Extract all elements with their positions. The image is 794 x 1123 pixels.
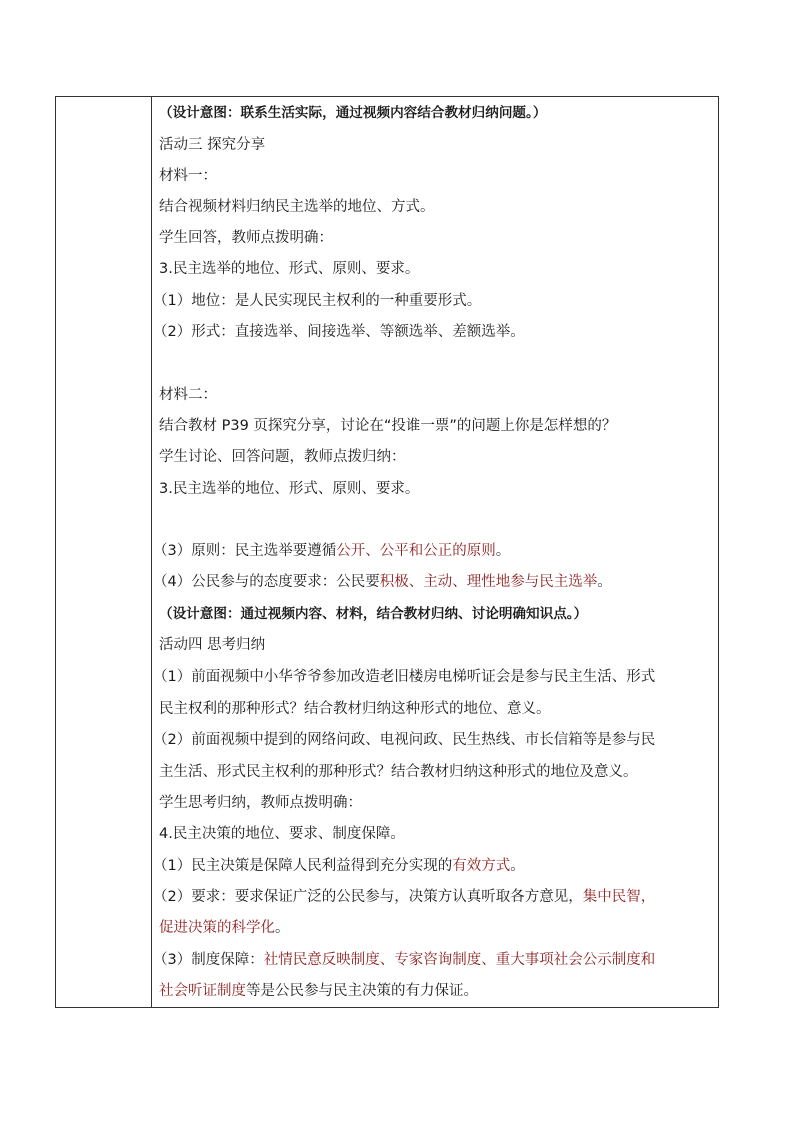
point4-system-line1 (153, 946, 655, 974)
point3-principle (153, 537, 510, 565)
design-intent-2: （设计意图：通过视频内容、材料，结合教材归纳、讨论明确知识点。） (159, 606, 588, 622)
point3-status: （1）地位：是人民实现民主权利的一种重要形式。 (153, 293, 482, 309)
point4-requirement-line2 (159, 914, 290, 942)
point4-req-highlight2: 促进决策的科学化 (159, 920, 275, 936)
point4-status-prefix: （1）民主决策是保障人民利益得到充分实现的 (153, 858, 453, 874)
question-answer-intro: 学生思考归纳，教师点拨明确： (159, 795, 362, 811)
principle-suffix: 。 (495, 543, 511, 559)
question1-line2: 民主权利的那种形式？结合教材归纳这种形式的地位、意义。 (159, 701, 551, 717)
material1-task: 结合视频材料归纳民主选举的地位、方式。 (159, 199, 435, 215)
point4-sys-highlight1: 社情民意反映制度、专家咨询制度、重大事项社会公示制度和 (263, 952, 656, 968)
material1-answer-intro: 学生回答，教师点拨明确： (159, 230, 333, 246)
attitude-highlight: 积极、主动、理性地参与民主选举 (379, 574, 598, 590)
question1-line1: （1）前面视频中小华爷爷参加改造老旧楼房电梯听证会是参与民主生活、形式 (153, 669, 656, 685)
point4-status-suffix: 。 (510, 858, 525, 874)
point4-system-line2 (159, 977, 478, 1005)
point4-status-highlight: 有效方式 (452, 858, 511, 874)
question2-line1: （2）前面视频中提到的网络问政、电视问政、民生热线、市长信箱等是参与民 (153, 732, 656, 748)
design-intent-1: （设计意图：联系生活实际，通过视频内容结合教材归纳问题。） (159, 105, 547, 121)
point3-title: 3.民主选举的地位、形式、原则、要求。 (159, 261, 420, 277)
column-divider (151, 97, 152, 1007)
point4-status (153, 852, 525, 880)
question2-line2: 主生活、形式民主权利的那种形式？结合教材归纳这种形式的地位及意义。 (159, 764, 638, 780)
material2-answer-intro: 学生讨论、回答问题，教师点拨归纳： (159, 449, 406, 465)
point3-forms: （2）形式：直接选举、间接选举、等额选举、差额选举。 (153, 324, 525, 340)
point3-attitude (153, 568, 612, 596)
attitude-prefix: （4）公民参与的态度要求：公民要 (153, 574, 380, 590)
point4-req-suffix: 。 (275, 920, 290, 936)
lesson-table (55, 96, 719, 1008)
point4-title: 4.民主决策的地位、要求、制度保障。 (159, 826, 405, 842)
point4-req-highlight1: 集中民智， (582, 889, 656, 905)
material2-task: 结合教材 P39 页探究分享，讨论在“投谁一票”的问题上你是怎样想的？ (159, 418, 617, 434)
point4-sys-highlight2: 社会听证制度 (159, 983, 246, 999)
principle-highlight: 公开、公平和公正的原则 (336, 543, 496, 559)
attitude-suffix: 。 (597, 574, 612, 590)
point4-requirement-line1 (153, 883, 655, 911)
principle-prefix: （3）原则：民主选举要遵循 (153, 543, 337, 559)
point4-sys-suffix: 等是公民参与民主决策的有力保证。 (246, 983, 478, 999)
point4-sys-prefix: （3）制度保障： (153, 952, 264, 968)
point3-title-repeat: 3.民主选举的地位、形式、原则、要求。 (159, 481, 420, 497)
activity4-title: 活动四 思考归纳 (159, 637, 266, 653)
material1-label: 材料一： (159, 168, 217, 184)
point4-req-prefix: （2）要求：要求保证广泛的公民参与，决策方认真听取各方意见， (153, 889, 583, 905)
activity3-title: 活动三 探究分享 (159, 137, 266, 153)
material2-label: 材料二： (159, 387, 217, 403)
